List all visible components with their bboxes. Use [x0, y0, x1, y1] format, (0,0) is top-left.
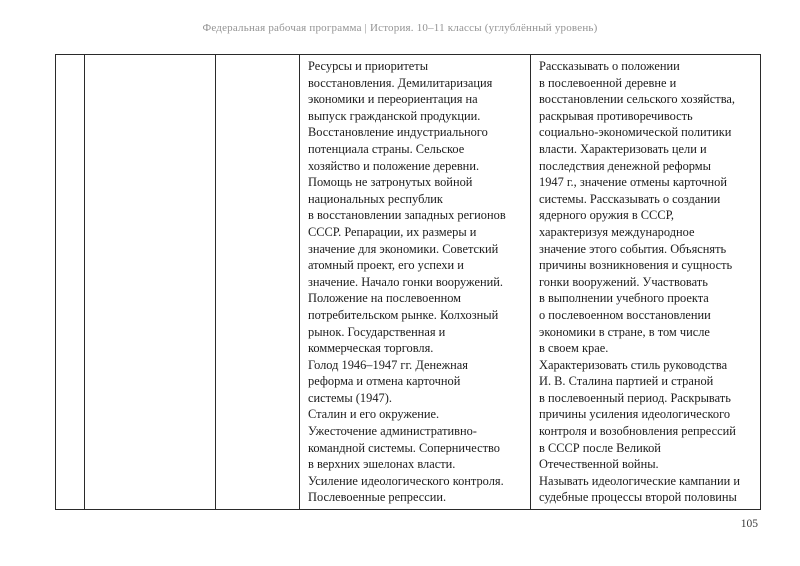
text-line: Рассказывать о положении: [539, 59, 680, 73]
table-cell-topic: [85, 55, 216, 509]
text-line: в верхних эшелонах власти.: [308, 457, 456, 472]
content-table: [55, 54, 761, 510]
text-line: коммерческая торговля.: [308, 341, 434, 356]
text-line: в послевоенный период. Раскрывать: [539, 390, 731, 405]
text-line: контроля и возобновления репрессий: [539, 424, 736, 439]
text-line: ядерного оружия в СССР,: [539, 208, 675, 223]
table-cell-content: [300, 55, 531, 509]
text-line: реформа и отмена карточной: [308, 374, 461, 389]
text-line: системы (1947).: [308, 390, 392, 405]
text-line: экономики в стране, в том числе: [539, 324, 710, 339]
text-line: И. В. Сталина партией и страной: [539, 374, 714, 389]
table-cell-activities: [531, 55, 760, 509]
text-line: Положение на послевоенном: [308, 291, 462, 306]
text-line: социально-экономической политики: [539, 125, 732, 140]
text-line: значение для экономики. Советский: [308, 241, 499, 256]
text-line: потребительском рынке. Колхозный: [308, 307, 499, 322]
text-line: СССР. Репарации, их размеры и: [308, 224, 477, 239]
text-line: Характеризовать стиль руководства: [539, 357, 728, 372]
running-header: Федеральная рабочая программа | История. 10–11 классы (углублённый уровень): [202, 22, 598, 34]
text-line: национальных республик: [308, 191, 443, 206]
text-line: в СССР после Великой: [539, 440, 661, 455]
text-line: Отечественной войны.: [539, 457, 659, 472]
text-line: о послевоенном восстановлении: [539, 307, 711, 322]
table-cell-hours: [216, 55, 300, 509]
text-line: Голод 1946–1947 гг. Денежная: [308, 357, 468, 372]
text-line: потенциала страны. Сельское: [308, 141, 465, 156]
text-line: характеризуя международное: [539, 224, 695, 239]
text-line: восстановления. Демилитаризация: [308, 75, 493, 90]
text-line: в своем крае.: [539, 341, 609, 356]
text-line: причины возникновения и сущность: [539, 258, 733, 273]
text-line: Помощь не затронутых войной: [308, 175, 473, 190]
text-line: значение. Начало гонки вооружений.: [308, 274, 503, 289]
text-line: экономики и переориентация на: [308, 92, 478, 107]
text-line: власти. Характеризовать цели и: [539, 141, 707, 156]
text-line: атомный проект, его успехи и: [308, 258, 464, 273]
text-line: Послевоенные репрессии.: [308, 490, 447, 505]
text-line: Ужесточение административно-: [308, 424, 477, 439]
table-cell-number: [56, 55, 85, 509]
text-line: Усиление идеологического контроля.: [308, 473, 504, 488]
page-number: 105: [740, 518, 758, 530]
text-line: командной системы. Соперничество: [308, 440, 500, 455]
text-line: Ресурсы и приоритеты: [308, 59, 429, 73]
text-line: рынок. Государственная и: [308, 324, 446, 339]
text-line: в восстановлении западных регионов: [308, 208, 506, 223]
text-line: значение этого события. Объяснять: [539, 241, 727, 256]
text-line: судебные процессы второй половины: [539, 490, 737, 505]
text-line: Сталин и его окружение.: [308, 407, 440, 422]
text-line: причины усиления идеологического: [539, 407, 731, 422]
text-line: выпуск гражданской продукции.: [308, 108, 481, 123]
text-line: в послевоенной деревне и: [539, 75, 677, 90]
text-line: последствия денежной реформы: [539, 158, 711, 173]
text-line: Называть идеологические кампании и: [539, 473, 740, 488]
text-line: Восстановление индустриального: [308, 125, 488, 140]
text-line: гонки вооружений. Участвовать: [539, 274, 708, 289]
text-line: восстановлении сельского хозяйства,: [539, 92, 735, 107]
text-line: раскрывая противоречивость: [539, 108, 693, 123]
text-line: системы. Рассказывать о создании: [539, 191, 721, 206]
text-line: хозяйство и положение деревни.: [308, 158, 480, 173]
text-line: в выполнении учебного проекта: [539, 291, 709, 306]
text-line: 1947 г., значение отмены карточной: [539, 175, 727, 190]
